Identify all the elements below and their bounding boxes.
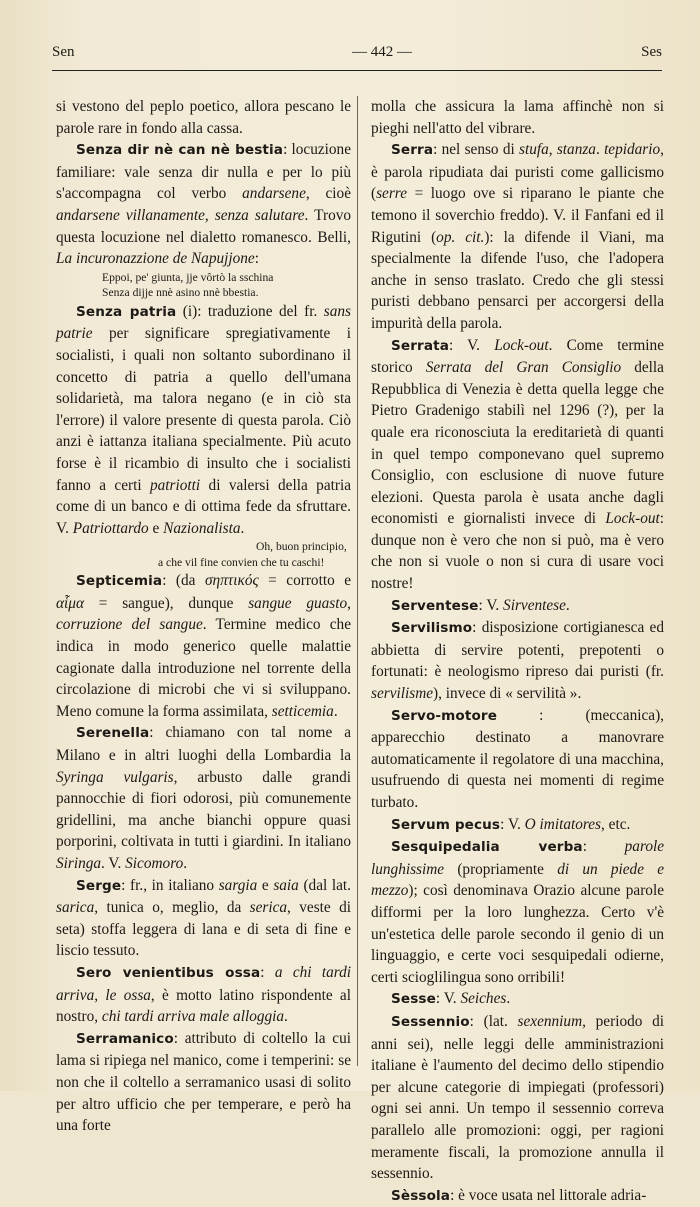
dictionary-entry-sessola xyxy=(371,1185,664,1207)
entry-text: , xyxy=(204,206,215,224)
italic-term: sans patrie xyxy=(56,302,351,343)
italic-term: servilisme xyxy=(371,685,434,703)
dictionary-entry-serramanico xyxy=(56,1028,351,1137)
italic-term: serica xyxy=(249,899,288,917)
entry-headword: Servilismo xyxy=(391,620,473,637)
entry-headword: Serenella xyxy=(76,725,150,742)
italic-term: le ossa xyxy=(105,986,151,1004)
entry-headword: Sèssola xyxy=(391,1187,451,1204)
italic-term: Serrata del Gran Consiglio xyxy=(425,359,622,377)
dictionary-entry-serra xyxy=(371,139,664,334)
entry-text: : nel senso di xyxy=(433,141,520,159)
entry-text: : chiamano con tal nome a Milano e in altri luoghi della Lombardia la xyxy=(56,724,351,765)
entry-text: . V. xyxy=(101,855,126,872)
page-number: — 442 — xyxy=(352,44,412,60)
entry-text: : (da xyxy=(162,572,205,590)
italic-term: Patriottardo xyxy=(72,519,149,537)
entry-headword: Serramanico xyxy=(76,1030,174,1047)
entry-text: : xyxy=(254,250,259,268)
italic-term: Seiches xyxy=(460,990,507,1008)
entry-text: : attributo di coltello la cui lama si ripiega nel manico, come i temperini: se non che il coltello a serramanico usasi di solito per altro ufficio che per temperare, e però ha una forte xyxy=(56,1029,351,1135)
italic-term: O imitatores xyxy=(524,815,602,833)
italic-term: a chi tardi arriva xyxy=(56,963,352,1004)
entry-text: : dunque non è vero che non si può, ma è vero che non si vuole o non si cura di usare voci nostre! xyxy=(371,510,664,593)
entry-text: ), invece di « servilità ». xyxy=(433,685,582,703)
italic-term: di un piede e mezzo xyxy=(371,860,664,900)
dictionary-entry-servilismo xyxy=(371,617,664,704)
entry-text: = corrotto e xyxy=(258,572,352,590)
italic-term: chi tardi arriva male alloggia xyxy=(101,1008,285,1026)
italic-term: Sicomoro xyxy=(125,855,184,872)
entry-text: = luogo ove si riparano le piante che temono il soverchio freddo). V. il Fanfani ed il Rigutini ( xyxy=(371,185,664,246)
italic-term: tepidario xyxy=(604,141,661,159)
italic-term: Nazionalista xyxy=(163,519,241,537)
entry-text: . Termine medico che indica in modo generico quelle malattie cagionate dalla introduzione nel torrente della circolazione di microbi che vi si sviluppano. Meno comune la forma assimilata, xyxy=(56,616,351,720)
dictionary-entry-sero-venientibus-ossa xyxy=(56,962,351,1028)
entry-text: e xyxy=(257,876,274,894)
dictionary-entry-serventese xyxy=(371,595,664,618)
entry-headword: Serra xyxy=(391,142,434,159)
entry-headword: Septicemia xyxy=(76,573,163,590)
italic-term: op. cit. xyxy=(436,228,485,246)
entry-text: : xyxy=(582,838,625,856)
entry-text: , periodo di anni sei), nelle leggi delle amministrazioni italiane è l'aumento del decimo dello stipendio per alcune categorie di impiegati (professori) ogni sei anni. Un tempo il sessennio correva parallelo alle promozioni: oggi, per ragioni meramente fiscali, la promozione annulla il sessennio. xyxy=(371,1012,664,1183)
entry-text: : V. xyxy=(435,990,461,1008)
dictionary-entry-serenella xyxy=(56,722,351,874)
italic-term: sarica xyxy=(56,899,95,917)
entry-text: molla che assicura la lama affinchè non si pieghi nell'atto del vibrare. xyxy=(371,98,664,137)
entry-text: . xyxy=(284,1008,288,1026)
entry-text: = sangue), dunque xyxy=(84,594,249,612)
dictionary-entry-servo-motore xyxy=(371,705,664,814)
entry-headword: Sesquipedalia verba xyxy=(391,839,583,856)
entry-text: . xyxy=(506,990,511,1008)
italic-term: parole lunghissime xyxy=(371,838,665,878)
entry-headword: Sesse xyxy=(391,991,436,1008)
dictionary-entry-serge xyxy=(56,875,351,962)
italic-term: Lock-out xyxy=(494,336,549,354)
entry-text: . xyxy=(183,855,188,872)
italic-term: stanza xyxy=(556,141,596,159)
entry-text: , tunica o, meglio, da xyxy=(94,899,250,917)
dictionary-entry-serrata xyxy=(371,335,664,595)
italic-term: setticemia xyxy=(271,702,334,720)
entry-headword: Serventese xyxy=(391,597,479,614)
entry-text: . xyxy=(240,519,245,537)
entry-text: ): la difende il Viani, ma specialmente la difende l'uso, che l'adopera anche in senso traslato. Credo che gli stessi puristi debbano pensarci per accorgersi della impurità della parola. xyxy=(371,228,664,332)
entry-text: si vestono del peplo poetico, allora pescano le parole rare in fondo alla cassa. xyxy=(56,98,351,137)
dictionary-entry-senza-dir-ne-can-ne-bestia xyxy=(56,139,351,270)
italic-term: Syringa vulgaris xyxy=(56,768,174,786)
italic-term: senza salutare xyxy=(214,206,305,224)
italic-term: sangue guasto xyxy=(248,594,348,612)
entry-headword: Servum pecus xyxy=(391,816,501,833)
verse-quote-line: Senza dijje nnè asino nnè bbestia. xyxy=(102,286,259,300)
entry-text: e xyxy=(148,519,164,537)
verse-quote-line: Eppoi, pe' giunta, jje vôrtò la sschina xyxy=(102,270,274,284)
right-column xyxy=(371,96,664,1207)
italic-term: saia xyxy=(273,876,299,894)
entry-headword: Sessennio xyxy=(391,1013,470,1030)
italic-term: serre xyxy=(376,185,407,203)
verse-quote-line: Oh, buon principio, xyxy=(256,540,347,554)
entry-text: : locuzione familiare: vale senza dir nulla e per lo più s'accompagna col verbo xyxy=(56,141,351,203)
entry-text: , xyxy=(347,594,351,612)
dictionary-entry-sessennio xyxy=(371,1011,664,1185)
running-head xyxy=(52,44,662,66)
entry-text: , veste di seta) stoffa leggera di lana e di seta di fine e liscio tessuto. xyxy=(56,899,351,960)
entry-headword: Senza dir nè can nè bestia xyxy=(76,142,284,159)
italic-term: La incuronazzione de Napujjone xyxy=(56,250,255,268)
italic-term: andarsene xyxy=(242,185,306,203)
italic-term: andarsene villanamente xyxy=(56,206,205,224)
entry-text: : disposizione cortigianesca ed abbietta di servire potenti, prepotenti o fortunati: è neologismo ripreso dai puristi (fr. xyxy=(371,619,664,681)
dictionary-entry-sesse xyxy=(371,988,664,1011)
entry-text: . xyxy=(595,141,605,159)
entry-text: . xyxy=(333,702,338,720)
left-column xyxy=(56,96,351,1137)
entry-text: (dal lat. xyxy=(298,876,351,894)
italic-term: αἷμα xyxy=(56,594,84,612)
dictionary-entry-servum-pecus xyxy=(371,814,664,837)
entry-text: : fr., in italiano xyxy=(121,876,219,894)
entry-text: : (meccanica), apparecchio destinato a manovrare automaticamente il regolatore di una macchina, usufruendo di questa nei momenti di regime turbato. xyxy=(371,706,664,811)
entry-text: : V. xyxy=(478,596,504,614)
entry-headword: Servo-motore xyxy=(391,707,498,724)
entry-text: , è motto latino rispondente al nostro, xyxy=(56,986,351,1026)
italic-term: σηπτικός xyxy=(204,572,259,590)
italic-term: sargia xyxy=(218,876,258,894)
entry-text: per significare spregiativamente i socialisti, i quali non soltanto subordinano il concetto di patria a quello dell'umana solidarietà, ma talora negano (e in ciò sta l'errore) il valore presente di questa parola. Ciò anzi è iattanza italiana specialmente. Più acuto forse è il ricambio di insulto che i socialisti fanno a certi xyxy=(56,325,351,494)
entry-text: : V. xyxy=(448,336,495,354)
entry-text: : è voce usata nel littorale adria- xyxy=(450,1186,647,1204)
italic-term: corruzione del sangue xyxy=(56,616,203,634)
entry-text: ); così denominava Orazio alcune parole difformi per la loro lunghezza. Certo v'è un'estetica delle parole secondo il genio di un linguaggio, e certe voci sesquipedali odierne, certi scioglilingua sono orribili! xyxy=(371,882,664,986)
entry-text: , è parola ripudiata dai puristi come gallicismo ( xyxy=(371,141,664,203)
italic-term: Lock-out xyxy=(605,510,660,528)
verse-quote-line: a che vil fine convien che tu caschi! xyxy=(158,555,325,569)
entry-text: . Come termine storico xyxy=(371,336,664,377)
dictionary-entry-sesquipedalia-verba xyxy=(371,836,664,988)
entry-text: , cioè xyxy=(305,185,351,203)
entry-text: (i): traduzione del fr. xyxy=(176,302,324,320)
italic-term: Siringa xyxy=(56,855,102,872)
entry-headword: Serge xyxy=(76,877,122,894)
entry-headword: Senza patria xyxy=(76,303,177,320)
italic-term: Sirventese xyxy=(503,596,566,614)
entry-text: , xyxy=(94,986,106,1004)
entry-text: . Trovo questa locuzione nel dialetto romanesco. Belli, xyxy=(56,206,352,246)
entry-headword: Sero venientibus ossa xyxy=(76,964,261,981)
entry-headword: Serrata xyxy=(391,337,449,354)
header-right-guideword: Ses xyxy=(641,44,662,60)
italic-term: sexennium xyxy=(517,1012,583,1030)
header-left-guideword: Sen xyxy=(52,44,75,60)
italic-term: stufa xyxy=(519,141,549,159)
dictionary-entry-senza-patria xyxy=(56,301,351,540)
entry-text: , etc. xyxy=(601,815,631,833)
italic-term: patriotti xyxy=(150,476,201,494)
entry-text: : xyxy=(260,963,275,981)
entry-continuation xyxy=(371,96,664,139)
entry-text: (propriamente xyxy=(444,860,558,878)
header-rule xyxy=(52,70,662,71)
entry-text: . xyxy=(565,596,570,614)
entry-text: di valersi della patria come di un banco e di ottima fede da sfruttare. V. xyxy=(56,476,351,537)
dictionary-entry-septicemia xyxy=(56,570,351,722)
entry-text: : V. xyxy=(500,815,525,833)
entry-text: , arbusto dalle grandi pannocchie di fiori odorosi, più comunemente gridellini, ma anche bianchi oppure quasi porporini, coltivata in tutti i giardini. In italiano xyxy=(56,768,351,851)
entry-text: , xyxy=(548,141,557,159)
column-divider xyxy=(357,96,358,1066)
entry-text: : (lat. xyxy=(469,1012,518,1030)
entry-text: della Repubblica di Venezia è detta quella legge che Pietro Gradenigo stabilì nel 1296 (?), per la quale era riconosciuta la ereditarietà di quanti in quel tempo componevano quel supremo Consiglio, con esclusione di nuove future elezioni. Questa parola è usata anche dagli economisti e giornalisti invece di xyxy=(371,359,664,528)
entry-continuation xyxy=(56,96,351,139)
